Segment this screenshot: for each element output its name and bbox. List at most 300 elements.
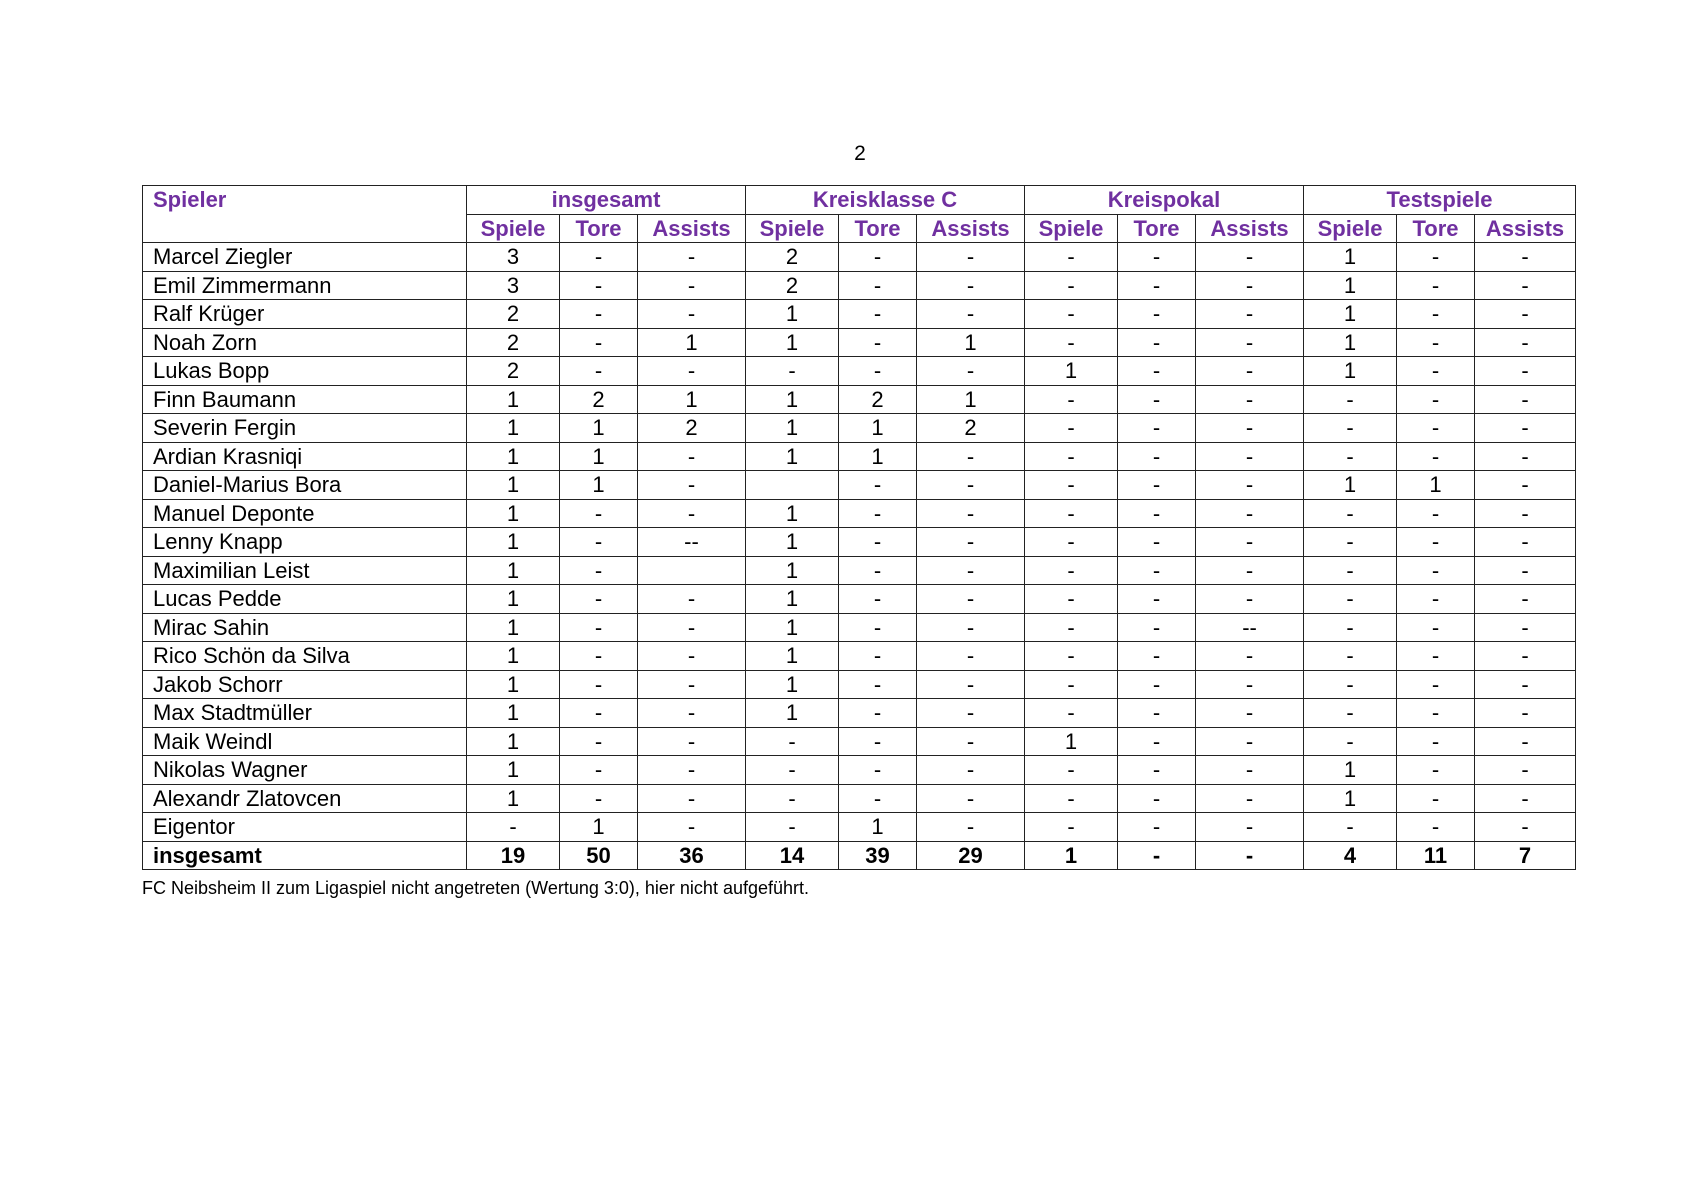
stat-cell-assists: -: [638, 813, 746, 842]
stat-cell-tore: -: [1118, 499, 1196, 528]
stat-cell-tore: 1: [560, 442, 638, 471]
stat-cell-tore: 1: [839, 442, 917, 471]
table-row: [143, 556, 1576, 585]
stat-cell-tore: -: [560, 613, 638, 642]
stat-cell-spiele: 1: [746, 414, 839, 443]
stat-cell-spiele: -: [1304, 613, 1397, 642]
stat-cell-assists: -: [917, 585, 1025, 614]
stat-cell-tore: -: [1397, 385, 1475, 414]
stat-cell-tore: -: [560, 642, 638, 671]
subheader-spiele: Spiele: [467, 214, 560, 243]
stat-cell-spiele: 1: [467, 756, 560, 785]
player-name: Lukas Bopp: [143, 357, 467, 386]
stat-cell-tore: -: [839, 670, 917, 699]
stat-cell-spiele: -: [1304, 414, 1397, 443]
stat-cell-assists: -: [1196, 471, 1304, 500]
player-name: Mirac Sahin: [143, 613, 467, 642]
table-row: [143, 642, 1576, 671]
stat-cell-spiele: 1: [1304, 300, 1397, 329]
stat-cell-spiele: 1: [746, 442, 839, 471]
stat-cell-assists: -: [917, 784, 1025, 813]
stat-cell-assists: -: [638, 670, 746, 699]
stat-cell-spiele: -: [1025, 499, 1118, 528]
stat-cell-spiele: 1: [746, 499, 839, 528]
stat-cell-assists: -: [1196, 841, 1304, 870]
stat-cell-tore: -: [839, 613, 917, 642]
stat-cell-spiele: 1: [1304, 756, 1397, 785]
stat-cell-spiele: 1: [467, 727, 560, 756]
stat-cell-spiele: -: [1025, 585, 1118, 614]
stat-cell-assists: -: [638, 642, 746, 671]
stat-cell-tore: -: [560, 528, 638, 557]
stat-cell-assists: 7: [1475, 841, 1576, 870]
stat-cell-assists: -: [638, 613, 746, 642]
stat-cell-tore: -: [1118, 471, 1196, 500]
player-name: Maximilian Leist: [143, 556, 467, 585]
stat-cell-assists: -: [638, 727, 746, 756]
stat-cell-assists: -: [638, 243, 746, 272]
stat-cell-assists: -: [638, 442, 746, 471]
stat-cell-spiele: 1: [746, 699, 839, 728]
stat-cell-assists: -: [1196, 499, 1304, 528]
stat-cell-spiele: 1: [746, 585, 839, 614]
stat-cell-tore: -: [560, 670, 638, 699]
stat-cell-assists: -: [1475, 670, 1576, 699]
stat-cell-spiele: [746, 471, 839, 500]
stat-cell-tore: -: [560, 727, 638, 756]
stat-cell-spiele: 1: [467, 471, 560, 500]
stat-cell-tore: -: [1397, 271, 1475, 300]
stat-cell-assists: -: [1475, 271, 1576, 300]
stat-cell-tore: -: [1397, 442, 1475, 471]
stat-cell-tore: -: [1397, 784, 1475, 813]
stat-cell-tore: 1: [1397, 471, 1475, 500]
player-name: Alexandr Zlatovcen: [143, 784, 467, 813]
stat-cell-tore: -: [1397, 243, 1475, 272]
stat-cell-assists: -: [638, 699, 746, 728]
table-row: [143, 385, 1576, 414]
stat-cell-tore: -: [1118, 414, 1196, 443]
table-body: [143, 243, 1576, 870]
stat-cell-assists: -: [1196, 727, 1304, 756]
stat-cell-tore: -: [1397, 499, 1475, 528]
stat-cell-tore: -: [1118, 328, 1196, 357]
stat-cell-assists: -: [1196, 385, 1304, 414]
stat-cell-assists: -: [917, 271, 1025, 300]
group-header-testspiele: Testspiele: [1304, 186, 1576, 215]
stat-cell-assists: -: [1475, 642, 1576, 671]
stat-cell-spiele: -: [1025, 471, 1118, 500]
table-row: [143, 727, 1576, 756]
stat-cell-tore: -: [560, 243, 638, 272]
player-name: Maik Weindl: [143, 727, 467, 756]
stat-cell-tore: -: [839, 585, 917, 614]
player-name: Marcel Ziegler: [143, 243, 467, 272]
stat-cell-assists: -: [1196, 813, 1304, 842]
stat-cell-tore: 2: [560, 385, 638, 414]
stat-cell-spiele: -: [1304, 699, 1397, 728]
group-header-kreispokal: Kreispokal: [1025, 186, 1304, 215]
stat-cell-tore: -: [1397, 528, 1475, 557]
stat-cell-spiele: 19: [467, 841, 560, 870]
stat-cell-spiele: -: [1304, 385, 1397, 414]
stat-cell-spiele: 2: [467, 328, 560, 357]
stat-cell-tore: -: [839, 271, 917, 300]
stat-cell-spiele: 1: [467, 642, 560, 671]
stat-cell-tore: -: [839, 243, 917, 272]
stat-cell-spiele: 1: [746, 328, 839, 357]
stat-cell-spiele: -: [1025, 385, 1118, 414]
stat-cell-assists: -: [917, 699, 1025, 728]
stat-cell-assists: -: [917, 556, 1025, 585]
stat-cell-assists: -: [917, 442, 1025, 471]
stat-cell-assists: -: [917, 727, 1025, 756]
stat-cell-tore: -: [560, 699, 638, 728]
stat-cell-spiele: 1: [467, 414, 560, 443]
stat-cell-spiele: 1: [746, 642, 839, 671]
subheader-tore: Tore: [1118, 214, 1196, 243]
stat-cell-tore: -: [1397, 642, 1475, 671]
stat-cell-spiele: 1: [1025, 727, 1118, 756]
stat-cell-spiele: -: [1025, 271, 1118, 300]
stat-cell-spiele: -: [467, 813, 560, 842]
stat-cell-assists: 1: [638, 328, 746, 357]
stat-cell-spiele: 1: [1025, 841, 1118, 870]
stat-cell-tore: 2: [839, 385, 917, 414]
stat-cell-spiele: 1: [467, 528, 560, 557]
stat-cell-assists: -: [917, 756, 1025, 785]
player-name: Eigentor: [143, 813, 467, 842]
stat-cell-assists: -: [917, 642, 1025, 671]
stat-cell-spiele: -: [1025, 556, 1118, 585]
stat-cell-spiele: -: [746, 756, 839, 785]
player-name: Jakob Schorr: [143, 670, 467, 699]
stat-cell-tore: -: [560, 585, 638, 614]
stat-cell-tore: -: [1118, 585, 1196, 614]
stat-cell-spiele: -: [1025, 300, 1118, 329]
table-row: [143, 300, 1576, 329]
subheader-tore: Tore: [1397, 214, 1475, 243]
stat-cell-spiele: -: [1025, 528, 1118, 557]
stat-cell-tore: -: [839, 784, 917, 813]
footnote: FC Neibsheim II zum Ligaspiel nicht angetreten (Wertung 3:0), hier nicht aufgeführt.: [142, 878, 810, 898]
stat-cell-spiele: 1: [1304, 784, 1397, 813]
stat-cell-tore: -: [560, 556, 638, 585]
stat-cell-assists: -: [1196, 357, 1304, 386]
stat-cell-assists: -: [1196, 642, 1304, 671]
table-row: [143, 271, 1576, 300]
stat-cell-tore: -: [839, 727, 917, 756]
stat-cell-assists: -: [638, 756, 746, 785]
page-number: 2: [854, 142, 866, 165]
stat-cell-spiele: 3: [467, 243, 560, 272]
stat-cell-tore: -: [1397, 300, 1475, 329]
stat-cell-tore: -: [560, 784, 638, 813]
group-header-row: [143, 186, 1576, 215]
stat-cell-spiele: 3: [467, 271, 560, 300]
stat-cell-spiele: -: [1025, 642, 1118, 671]
player-column-header: Spieler: [143, 186, 467, 243]
stat-cell-assists: -: [917, 243, 1025, 272]
stat-cell-tore: 1: [560, 813, 638, 842]
subheader-spiele: Spiele: [1304, 214, 1397, 243]
stat-cell-spiele: -: [746, 357, 839, 386]
stat-cell-assists: -: [1475, 784, 1576, 813]
stat-cell-tore: 1: [839, 414, 917, 443]
stat-cell-tore: 50: [560, 841, 638, 870]
table-row: [143, 699, 1576, 728]
stat-cell-spiele: 1: [1304, 328, 1397, 357]
stat-cell-spiele: 1: [467, 556, 560, 585]
stat-cell-spiele: -: [1025, 699, 1118, 728]
stat-cell-tore: -: [1118, 670, 1196, 699]
stat-cell-spiele: -: [1304, 813, 1397, 842]
player-name: Ardian Krasniqi: [143, 442, 467, 471]
table-row: [143, 499, 1576, 528]
stat-cell-tore: -: [560, 271, 638, 300]
stat-cell-tore: -: [1118, 442, 1196, 471]
stat-cell-tore: -: [1118, 243, 1196, 272]
stat-cell-assists: -: [1196, 442, 1304, 471]
subheader-tore: Tore: [560, 214, 638, 243]
table-row: [143, 813, 1576, 842]
stat-cell-spiele: 1: [746, 556, 839, 585]
stat-cell-tore: -: [839, 528, 917, 557]
stat-cell-spiele: 2: [467, 357, 560, 386]
player-name: Nikolas Wagner: [143, 756, 467, 785]
stat-cell-assists: -: [917, 499, 1025, 528]
stat-cell-spiele: -: [1025, 613, 1118, 642]
subheader-assists: Assists: [1196, 214, 1304, 243]
stat-cell-spiele: -: [1304, 499, 1397, 528]
stat-cell-spiele: -: [746, 727, 839, 756]
player-name: Lenny Knapp: [143, 528, 467, 557]
player-name: Rico Schön da Silva: [143, 642, 467, 671]
subheader-spiele: Spiele: [746, 214, 839, 243]
stat-cell-spiele: 2: [746, 243, 839, 272]
stat-cell-tore: -: [560, 357, 638, 386]
stat-cell-assists: -: [1196, 243, 1304, 272]
stat-cell-assists: -: [1475, 528, 1576, 557]
stat-cell-spiele: -: [1025, 784, 1118, 813]
stat-cell-assists: -: [1196, 271, 1304, 300]
stat-cell-spiele: 1: [467, 585, 560, 614]
stat-cell-tore: -: [1118, 271, 1196, 300]
player-name: Noah Zorn: [143, 328, 467, 357]
stat-cell-assists: -: [1475, 613, 1576, 642]
stat-cell-tore: -: [1118, 784, 1196, 813]
stat-cell-assists: -: [1196, 670, 1304, 699]
subheader-assists: Assists: [638, 214, 746, 243]
stat-cell-tore: -: [839, 556, 917, 585]
player-stats-table: [142, 185, 1576, 870]
stat-cell-spiele: 1: [746, 613, 839, 642]
player-name: Severin Fergin: [143, 414, 467, 443]
stat-cell-spiele: 1: [1025, 357, 1118, 386]
stat-cell-spiele: -: [1025, 243, 1118, 272]
stat-cell-assists: -: [1475, 442, 1576, 471]
stat-cell-spiele: -: [746, 813, 839, 842]
stat-cell-spiele: -: [1304, 442, 1397, 471]
stat-cell-assists: -: [1475, 556, 1576, 585]
stat-cell-spiele: -: [1025, 670, 1118, 699]
stat-cell-tore: -: [1118, 727, 1196, 756]
stat-cell-assists: 36: [638, 841, 746, 870]
stat-cell-tore: -: [1118, 385, 1196, 414]
stat-cell-assists: -: [1196, 328, 1304, 357]
stat-cell-assists: -: [917, 613, 1025, 642]
stat-cell-spiele: 1: [467, 784, 560, 813]
stat-cell-tore: -: [1118, 642, 1196, 671]
player-name: Finn Baumann: [143, 385, 467, 414]
stat-cell-spiele: -: [1025, 414, 1118, 443]
stat-cell-assists: -: [638, 271, 746, 300]
stat-cell-assists: -: [1475, 756, 1576, 785]
stat-cell-spiele: -: [1025, 328, 1118, 357]
stat-cell-tore: -: [1118, 699, 1196, 728]
stat-cell-spiele: 1: [1304, 471, 1397, 500]
stat-cell-tore: -: [1118, 841, 1196, 870]
stat-cell-assists: -: [638, 499, 746, 528]
stat-cell-tore: -: [560, 328, 638, 357]
stat-cell-spiele: 1: [1304, 243, 1397, 272]
stat-cell-tore: -: [1397, 556, 1475, 585]
stat-cell-spiele: 1: [467, 613, 560, 642]
table-row: [143, 670, 1576, 699]
stat-cell-assists: -: [917, 670, 1025, 699]
table-row: [143, 414, 1576, 443]
table-row: [143, 328, 1576, 357]
player-name: Daniel-Marius Bora: [143, 471, 467, 500]
stat-cell-spiele: -: [1304, 670, 1397, 699]
stat-cell-assists: 1: [638, 385, 746, 414]
stat-cell-assists: -: [917, 471, 1025, 500]
stat-cell-spiele: 1: [467, 699, 560, 728]
stat-cell-tore: -: [1118, 357, 1196, 386]
stat-cell-assists: -: [1196, 528, 1304, 557]
stat-cell-tore: -: [1397, 670, 1475, 699]
stat-cell-tore: 11: [1397, 841, 1475, 870]
stat-cell-assists: -: [1475, 414, 1576, 443]
stat-cell-assists: -: [917, 357, 1025, 386]
subheader-tore: Tore: [839, 214, 917, 243]
stat-cell-assists: 29: [917, 841, 1025, 870]
stat-cell-assists: -: [638, 585, 746, 614]
stat-cell-spiele: -: [1304, 585, 1397, 614]
stat-cell-tore: -: [1397, 756, 1475, 785]
stat-cell-spiele: -: [1304, 528, 1397, 557]
stat-cell-tore: -: [1397, 357, 1475, 386]
table-row: [143, 613, 1576, 642]
stat-cell-spiele: 1: [467, 385, 560, 414]
player-name: Lucas Pedde: [143, 585, 467, 614]
stat-cell-assists: -: [1475, 328, 1576, 357]
stat-cell-spiele: 2: [467, 300, 560, 329]
stat-cell-tore: -: [1397, 813, 1475, 842]
stat-cell-spiele: 1: [746, 670, 839, 699]
stat-cell-tore: 1: [839, 813, 917, 842]
player-name: Ralf Krüger: [143, 300, 467, 329]
stat-cell-tore: -: [1118, 756, 1196, 785]
stat-cell-assists: --: [638, 528, 746, 557]
player-name: Emil Zimmermann: [143, 271, 467, 300]
stat-cell-tore: -: [1397, 727, 1475, 756]
stat-cell-assists: -: [638, 471, 746, 500]
stat-cell-tore: -: [1118, 813, 1196, 842]
stat-cell-assists: -: [1475, 243, 1576, 272]
table-row: [143, 784, 1576, 813]
stat-cell-assists: -: [638, 784, 746, 813]
stat-cell-assists: 1: [917, 328, 1025, 357]
total-row: [143, 841, 1576, 870]
subheader-assists: Assists: [1475, 214, 1576, 243]
stat-cell-assists: 1: [917, 385, 1025, 414]
stat-cell-assists: -: [1196, 300, 1304, 329]
table-row: [143, 357, 1576, 386]
stat-cell-assists: -: [1475, 813, 1576, 842]
stat-cell-spiele: 1: [467, 499, 560, 528]
stat-cell-spiele: -: [746, 784, 839, 813]
stat-cell-tore: -: [1118, 528, 1196, 557]
stat-cell-spiele: -: [1025, 756, 1118, 785]
table-row: [143, 442, 1576, 471]
table-row: [143, 243, 1576, 272]
stat-cell-spiele: 1: [746, 528, 839, 557]
stat-cell-spiele: 4: [1304, 841, 1397, 870]
stat-cell-spiele: 1: [467, 670, 560, 699]
stat-cell-assists: -: [1475, 585, 1576, 614]
stat-cell-assists: 2: [917, 414, 1025, 443]
stat-cell-tore: -: [1118, 556, 1196, 585]
table-row: [143, 585, 1576, 614]
subheader-assists: Assists: [917, 214, 1025, 243]
stat-cell-tore: -: [1118, 613, 1196, 642]
stat-cell-assists: -: [1475, 499, 1576, 528]
player-name: insgesamt: [143, 841, 467, 870]
stat-cell-tore: -: [1397, 585, 1475, 614]
stat-cell-tore: -: [560, 300, 638, 329]
stat-cell-assists: [638, 556, 746, 585]
stat-cell-spiele: 1: [1304, 357, 1397, 386]
stat-cell-assists: -: [1475, 471, 1576, 500]
stat-cell-tore: -: [560, 499, 638, 528]
stat-cell-tore: -: [1397, 328, 1475, 357]
stat-cell-assists: -: [1196, 585, 1304, 614]
stat-cell-assists: -: [1196, 414, 1304, 443]
player-name: Manuel Deponte: [143, 499, 467, 528]
stat-cell-tore: 1: [560, 471, 638, 500]
stat-cell-assists: -: [638, 300, 746, 329]
stat-cell-tore: -: [839, 357, 917, 386]
stat-cell-spiele: -: [1304, 556, 1397, 585]
stat-cell-tore: -: [839, 499, 917, 528]
stat-cell-tore: -: [1397, 613, 1475, 642]
stat-cell-tore: -: [839, 756, 917, 785]
subheader-spiele: Spiele: [1025, 214, 1118, 243]
stat-cell-tore: -: [1118, 300, 1196, 329]
stat-cell-spiele: 1: [746, 385, 839, 414]
stat-cell-spiele: 2: [746, 271, 839, 300]
stat-cell-assists: --: [1196, 613, 1304, 642]
stat-cell-assists: -: [917, 300, 1025, 329]
stat-cell-tore: -: [560, 756, 638, 785]
player-name: Max Stadtmüller: [143, 699, 467, 728]
stat-cell-tore: -: [839, 300, 917, 329]
stat-cell-assists: -: [1196, 699, 1304, 728]
stat-cell-assists: -: [917, 813, 1025, 842]
stat-cell-assists: -: [1475, 385, 1576, 414]
stat-cell-spiele: -: [1025, 442, 1118, 471]
